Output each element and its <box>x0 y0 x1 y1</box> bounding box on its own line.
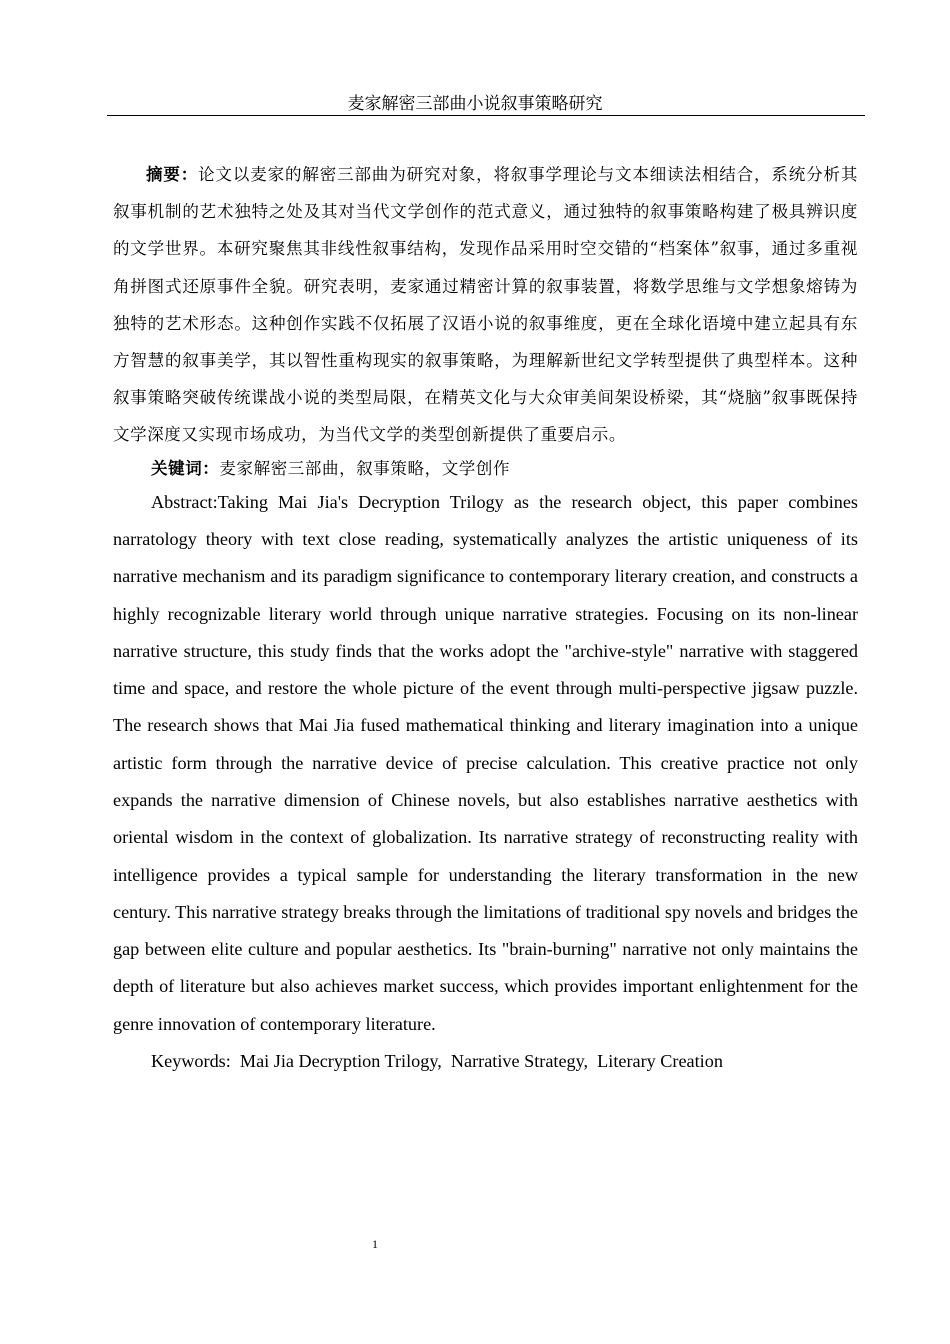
abstract-zh-paragraph <box>113 156 858 454</box>
keywords-zh-line <box>113 454 858 484</box>
keywords-zh-text: 麦家解密三部曲，叙事策略，文学创作 <box>219 458 511 478</box>
abstract-en-paragraph: Abstract:Taking Mai Jia's Decryption Trilogy as the research object, this paper combines narratology theory with text close reading, systematically analyzes the artistic uniqueness of its narrative mechanism and its paradigm significance to contemporary literary creation, and constructs a highly recognizable literary world through unique narrative strategies. Focusing on its non-linear narrative structure, this study finds that the works adopt the "archive-style" narrative with staggered time and space, and restore the whole picture of the event through multi-perspective jigsaw puzzle. The research shows that Mai Jia fused mathematical thinking and literary imagination into a unique artistic form through the narrative device of precise calculation. This creative practice not only expands the narrative dimension of Chinese novels, but also establishes narrative aesthetics with oriental wisdom in the context of globalization. Its narrative strategy of reconstructing reality with intelligence provides a typical sample for understanding the literary transformation in the new century. This narrative strategy breaks through the limitations of traditional spy novels and bridges the gap between elite culture and popular aesthetics. Its "brain-burning" narrative not only maintains the depth of literature but also achieves market success, which provides important enlightenment for the genre innovation of contemporary literature. <box>113 491 858 1034</box>
abstract-zh-label: 摘要： <box>146 165 199 184</box>
keywords-zh-label: 关键词： <box>151 458 220 478</box>
running-header-title: 麦家解密三部曲小说叙事策略研究 <box>347 94 603 114</box>
page-number: 1 <box>372 1237 378 1251</box>
page-body <box>113 156 858 1080</box>
keywords-en-line: Keywords: Mai Jia Decryption Trilogy, Narrative Strategy, Literary Creation <box>151 1051 723 1072</box>
header-rule <box>107 115 865 116</box>
abstract-zh-text: 论文以麦家的解密三部曲为研究对象，将叙事学理论与文本细读法相结合，系统分析其叙事机制的艺术独特之处及其对当代文学创作的范式意义，通过独特的叙事策略构建了极具辨识度的文学世界。本研究聚焦其非线性叙事结构，发现作品采用时空交错的“档案体”叙事，通过多重视角拼图式还原事件全貌。研究表明，麦家通过精密计算的叙事装置，将数学思维与文学想象熔铸为独特的艺术形态。这种创作实践不仅拓展了汉语小说的叙事维度，更在全球化语境中建立起具有东方智慧的叙事美学，其以智性重构现实的叙事策略，为理解新世纪文学转型提供了典型样本。这种叙事策略突破传统谍战小说的类型局限，在精英文化与大众审美间架设桥梁，其“烧脑”叙事既保持文学深度又实现市场成功，为当代文学的类型创新提供了重要启示。 <box>113 165 858 445</box>
